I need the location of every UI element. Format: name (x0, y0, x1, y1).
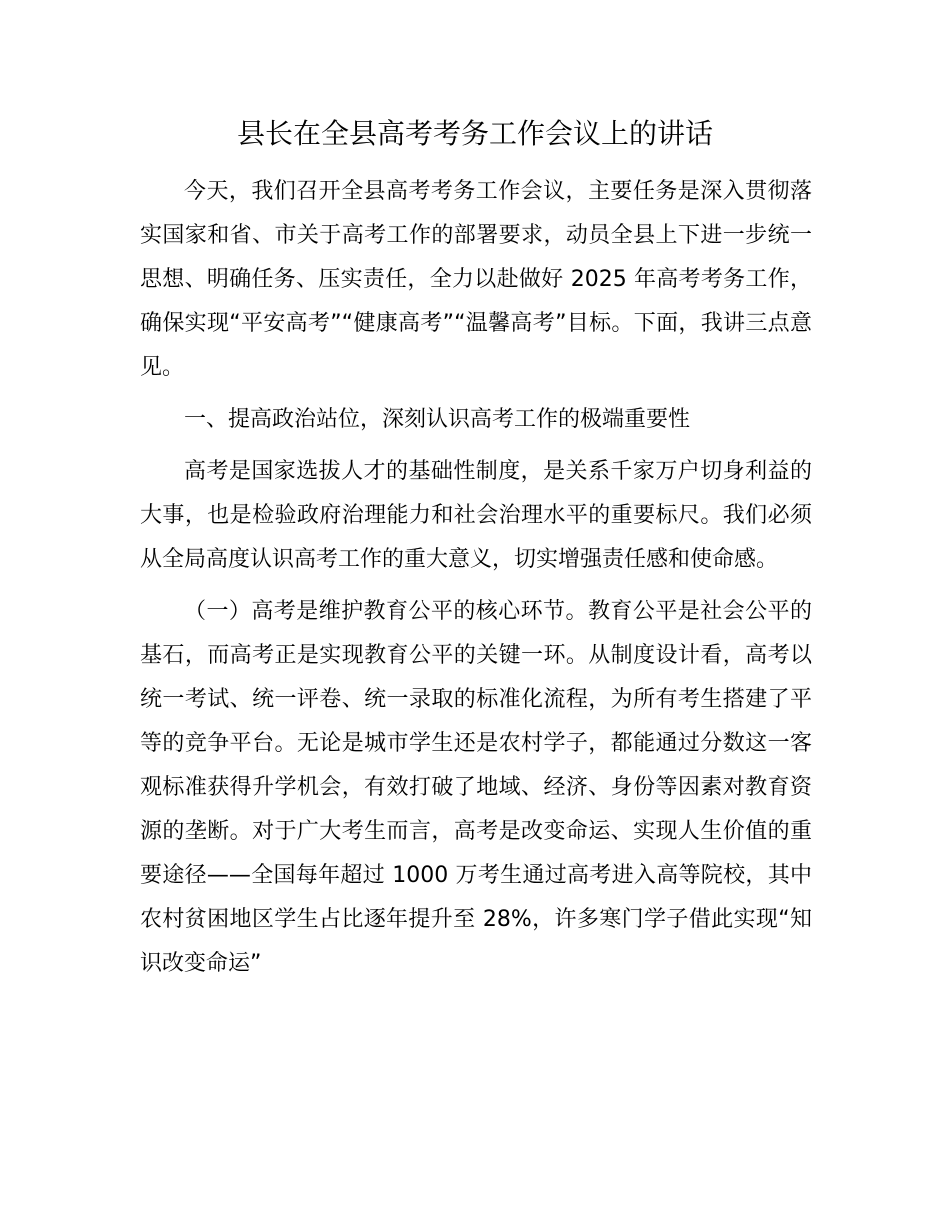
paragraph-intro: 今天，我们召开全县高考考务工作会议，主要任务是深入贯彻落实国家和省、市关于高考工作的部署要求，动员全县上下进一步统一思想、明确任务、压实责任，全力以赴做好 2025 年高考考务工作，确保实现“平安高考”“健康高考”“温馨高考”目标。下面，我讲三点意见。 (140, 179, 812, 380)
section-heading-1: 一、提高政治站位，深刻认识高考工作的极端重要性 (184, 407, 691, 432)
document-title: 县长在全县高考考务工作会议上的讲话 (236, 117, 713, 150)
paragraph-section-1: 高考是国家选拔人才的基础性制度，是关系千家万户切身利益的大事，也是检验政府治理能力和社会治理水平的重要标尺。我们必须从全局高度认识高考工作的重大意义，切实增强责任感和使命感。 (140, 459, 812, 572)
document-body (140, 170, 812, 994)
paragraph-subsection-1: （一）高考是维护教育公平的核心环节。教育公平是社会公平的基石，而高考正是实现教育公平的关键一环。从制度设计看，高考以统一考试、统一评卷、统一录取的标准化流程，为所有考生搭建了平等的竞争平台。无论是城市学生还是农村学子，都能通过分数这一客观标准获得升学机会，有效打破了地域、经济、身份等因素对教育资源的垄断。对于广大考生而言，高考是改变命运、实现人生价值的重要途径——全国每年超过 1000 万考生通过高考进入高等院校，其中农村贫困地区学生占比逐年提升至 28%，许多寒门学子借此实现“知识改变命运” (140, 599, 812, 976)
